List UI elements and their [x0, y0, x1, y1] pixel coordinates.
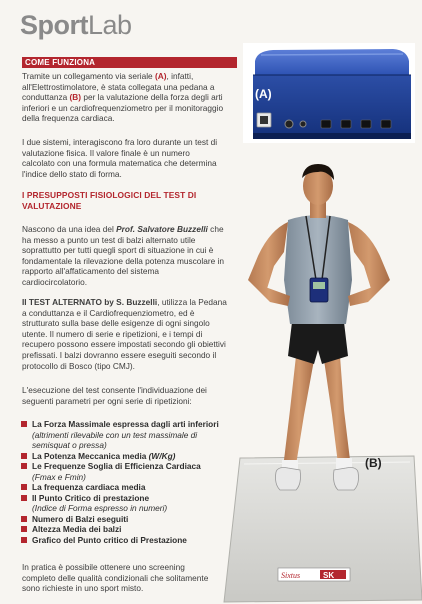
- heading-line: I PRESUPPOSTI FISIOLOGICI DEL TEST DI: [22, 190, 197, 200]
- ref-b: (B): [69, 92, 82, 103]
- list-item: [20, 419, 230, 451]
- sportlab-logo: [20, 12, 132, 39]
- item-title: Il Punto Critico di prestazione: [32, 492, 150, 503]
- list-item: [20, 524, 230, 535]
- logo-lab: Lab: [88, 10, 132, 40]
- text-line: ha messo a punto un test di balzi alternato utile: [22, 234, 196, 245]
- item-title: La Potenza Meccanica media: [32, 450, 149, 461]
- text-line: a conduttanza e il Cardiofrequenziometro, ed è: [22, 307, 195, 318]
- section-bar-come-funziona: [22, 57, 237, 68]
- item-note: semisquat o pressa): [32, 440, 107, 450]
- test-name: Il TEST ALTERNATO by S. Buzzelli: [22, 297, 158, 307]
- text-line: utente. Il numero di serie e ripetizioni, e i tempi di: [22, 328, 203, 339]
- text-line: In pratica è possibile ottenere uno screening: [22, 562, 185, 572]
- item-title: La frequenza cardiaca media: [32, 482, 146, 492]
- text: , utilizza la Pedana: [157, 297, 227, 307]
- text-line: L'esecuzione del test consente l'individuazione dei: [22, 385, 207, 395]
- paragraph-collegamento: [22, 71, 242, 124]
- list-item: [20, 514, 230, 525]
- athlete-on-platform-photo: [218, 160, 422, 604]
- text-line: cardiocircolatorio.: [22, 276, 88, 287]
- text-line: I due sistemi, interagiscono fra loro durante un test di: [22, 137, 218, 147]
- text-line: della frequenza cardiaca.: [22, 113, 115, 124]
- item-note: (Fmax e Fmin): [32, 471, 86, 482]
- list-item: [20, 461, 230, 482]
- mat-brand-sk: SK: [323, 571, 335, 580]
- device-photo: [243, 43, 415, 143]
- label-b: (B): [365, 456, 382, 470]
- text-line: valutazione fisica. Il valore finale è un numero: [22, 147, 190, 158]
- list-item: [20, 451, 230, 462]
- item-title: Numero di Balzi eseguiti: [32, 513, 129, 524]
- text: per la valutazione della forza degli arti: [81, 92, 223, 103]
- text-line: l'indice dello stato di forma.: [22, 168, 122, 179]
- item-note: (Indice di Forma espresso in numeri): [32, 503, 168, 513]
- text: conduttanza: [22, 92, 70, 103]
- item-unit: (W/Kg): [148, 450, 176, 461]
- item-title: Grafico del Punto critico di Prestazione: [32, 534, 187, 545]
- label-a: (A): [255, 87, 272, 101]
- bullet-square-icon: [21, 526, 27, 532]
- text-line: inferiori e un cardiofrequenziometro per il monitoraggio: [22, 102, 224, 113]
- paragraph-sistemi: [22, 137, 247, 179]
- text: Nascono da una idea del: [22, 224, 117, 234]
- item-title: La Forza Massimale espressa dagli arti inferiori: [32, 419, 219, 429]
- bullet-square-icon: [21, 484, 27, 490]
- logo-sport: Sport: [20, 10, 88, 40]
- bullet-square-icon: [21, 537, 27, 543]
- section-title-come-funziona: COME FUNZIONA: [25, 58, 96, 67]
- text-line: recupero possono essere impostati secondo gli obiettivi: [22, 339, 226, 350]
- text-line: prefissati. I balzi dovranno essere eseguiti secondo il: [22, 349, 217, 360]
- heading-line: VALUTAZIONE: [22, 200, 82, 211]
- ref-a: (A): [154, 71, 167, 81]
- text-line: calcolato con una formula matematica che determina: [22, 158, 217, 169]
- text-line: completo delle qualità condizionali che solitamente: [22, 572, 209, 583]
- text-line: sono richieste in uno sport misto.: [22, 583, 144, 594]
- section-title-presupposti: [22, 190, 196, 211]
- bullet-square-icon: [21, 516, 27, 522]
- text-line: seguenti parametri per ogni serie di ripetizioni:: [22, 395, 192, 406]
- text-line: protocollo di Bosco (tipo CMJ).: [22, 360, 135, 371]
- text: che: [207, 224, 224, 234]
- text-line: rapporto all'affaticamento del sistema: [22, 266, 160, 277]
- bullet-square-icon: [21, 463, 27, 469]
- item-note: (altrimenti rilevabile con un test massimale di: [32, 429, 198, 440]
- bullet-square-icon: [21, 421, 27, 427]
- text: Tramite un collegamento via seriale: [22, 71, 155, 81]
- text-line: strutturato sulla base delle esigenze di ogni singolo: [22, 318, 210, 329]
- item-title: Altezza Media dei balzi: [32, 524, 122, 534]
- parameters-list: [20, 419, 230, 545]
- text-line: fondamentale la rilevazione della potenza muscolare in: [22, 255, 225, 266]
- list-item: [20, 493, 230, 514]
- bullet-square-icon: [21, 495, 27, 501]
- text-line: all'Elettrostimolatore, è stata collegata una pedana a: [22, 81, 215, 92]
- text-line: soprattutto per tutti quegli sport di situazione in cui è: [22, 245, 214, 256]
- item-title: Le Frequenze Soglia di Efficienza Cardiaca: [32, 461, 201, 471]
- author-name: Prof. Salvatore Buzzelli: [116, 224, 208, 234]
- list-item: [20, 482, 230, 493]
- bullet-square-icon: [21, 453, 27, 459]
- list-item: [20, 535, 230, 546]
- text: , infatti,: [166, 71, 194, 81]
- mat-brand-text: Sixtus: [281, 571, 301, 580]
